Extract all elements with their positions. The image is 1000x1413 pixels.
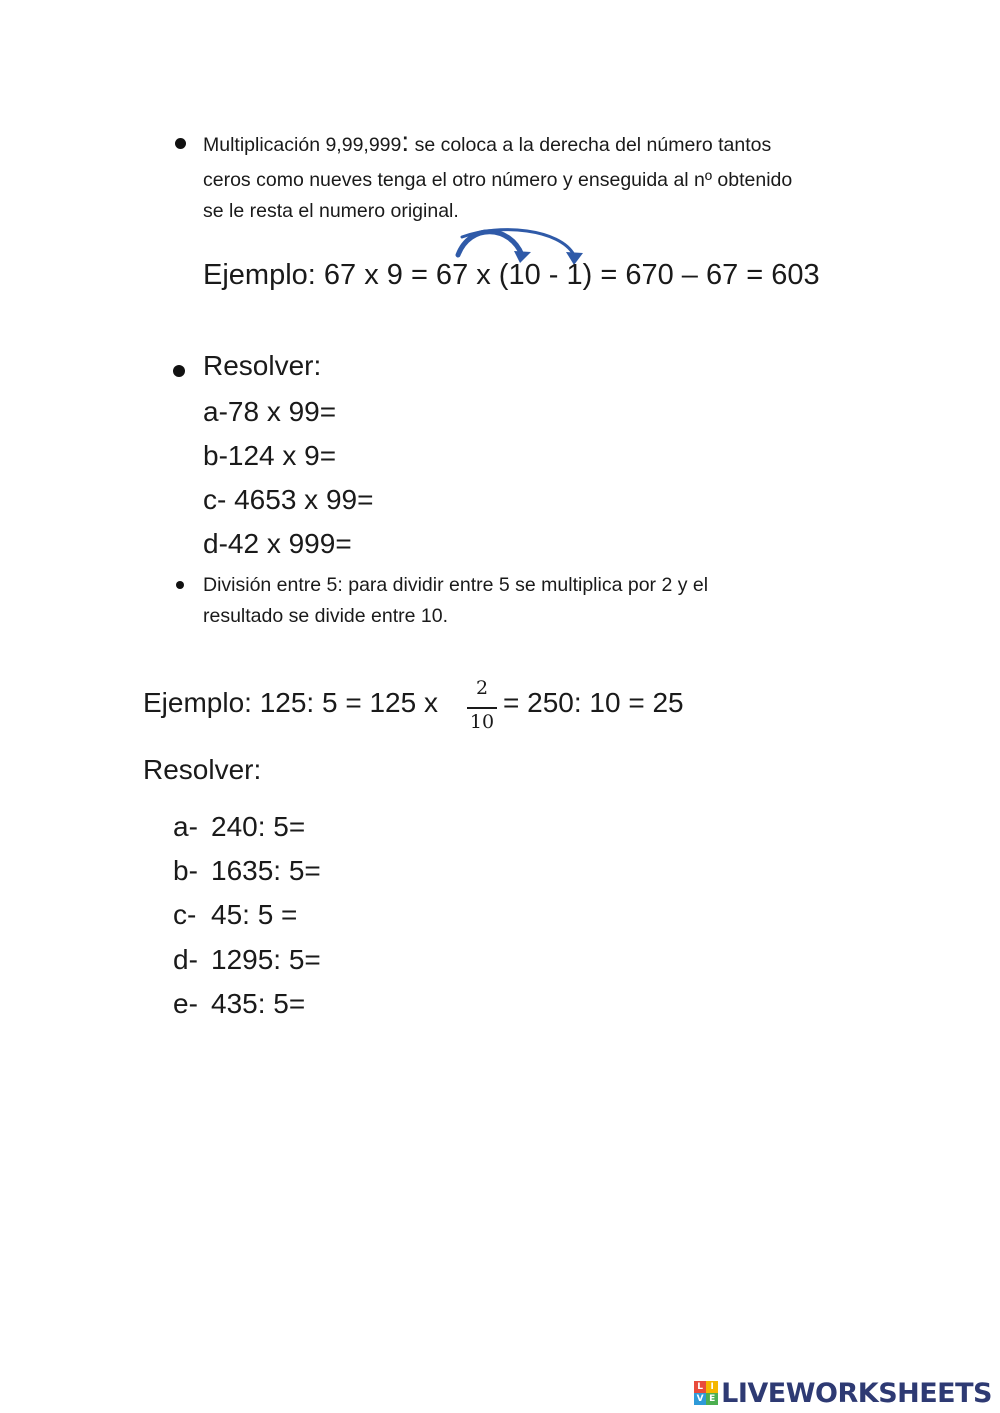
division-exercise-d [173, 944, 321, 976]
division-example-prefix: Ejemplo: 125: 5 = 125 x [143, 687, 438, 718]
exercise-text: 124 x 9= [227, 440, 337, 471]
exercise-label: d- [173, 944, 198, 975]
exercise-label: d- [203, 528, 228, 559]
exercise-b [203, 440, 336, 472]
exercise-text: 435: 5= [211, 988, 306, 1019]
fraction-numerator: 2 [475, 677, 489, 699]
division-exercise-c [173, 899, 297, 931]
exercise-a [203, 396, 336, 428]
multiplication-rule-line-1 [203, 126, 772, 161]
exercise-c [203, 484, 373, 516]
bullet-3 [176, 581, 184, 589]
logo-letter-l: L [694, 1381, 706, 1393]
fraction-denominator: 10 [469, 711, 495, 733]
exercise-text: 45: 5 = [211, 899, 298, 930]
logo-letter-e: E [706, 1393, 718, 1405]
logo-letter-i: I [706, 1381, 718, 1393]
multiplication-example: Ejemplo: 67 x 9 = 67 x (10 - 1) = 670 – 67 = 603 [203, 259, 820, 291]
exercise-d [203, 528, 352, 560]
resolver-heading-1: Resolver: [203, 350, 322, 381]
multiplication-rule-line-2: ceros como nueves tenga el otro número y enseguida al nº obtenido [203, 169, 793, 191]
bullet-1 [175, 138, 186, 149]
exercise-text: 1635: 5= [211, 855, 321, 886]
logo-letter-v: V [694, 1393, 706, 1405]
multiplication-rule-line-3: se le resta el numero original. [203, 200, 459, 222]
exercise-label: a- [203, 396, 228, 427]
exercise-label: b- [173, 855, 198, 886]
liveworksheets-logo[interactable] [694, 1374, 992, 1412]
exercise-label: e- [173, 988, 198, 1019]
division-exercise-a [173, 811, 305, 843]
multiplication-title: Multiplicación 9,99,999 [203, 134, 402, 156]
exercise-label: a- [173, 811, 198, 842]
exercise-text: 78 x 99= [227, 396, 337, 427]
division-exercise-e [173, 988, 305, 1020]
exercise-text: 240: 5= [211, 811, 306, 842]
division-exercise-b [173, 855, 321, 887]
division-example-suffix: = 250: 10 = 25 [503, 687, 684, 718]
resolver-heading-2: Resolver: [143, 754, 262, 785]
title-colon: : [401, 126, 410, 157]
division-rule-line-1: División entre 5: para dividir entre 5 se multiplica por 2 y el [203, 574, 709, 596]
exercise-text: 42 x 999= [227, 528, 352, 559]
exercise-label: c- [173, 899, 197, 930]
exercise-label: b- [203, 440, 228, 471]
fraction-bar [467, 707, 497, 709]
logo-text: LIVEWORKSHEETS [721, 1377, 992, 1409]
bullet-2 [173, 365, 185, 377]
logo-mark-icon [694, 1381, 718, 1405]
exercise-text: 4653 x 99= [234, 484, 374, 515]
exercise-label: c- [203, 484, 227, 515]
division-rule-line-2: resultado se divide entre 10. [203, 605, 448, 627]
exercise-text: 1295: 5= [211, 944, 321, 975]
rule-text-1: se coloca a la derecha del número tantos [409, 134, 772, 156]
